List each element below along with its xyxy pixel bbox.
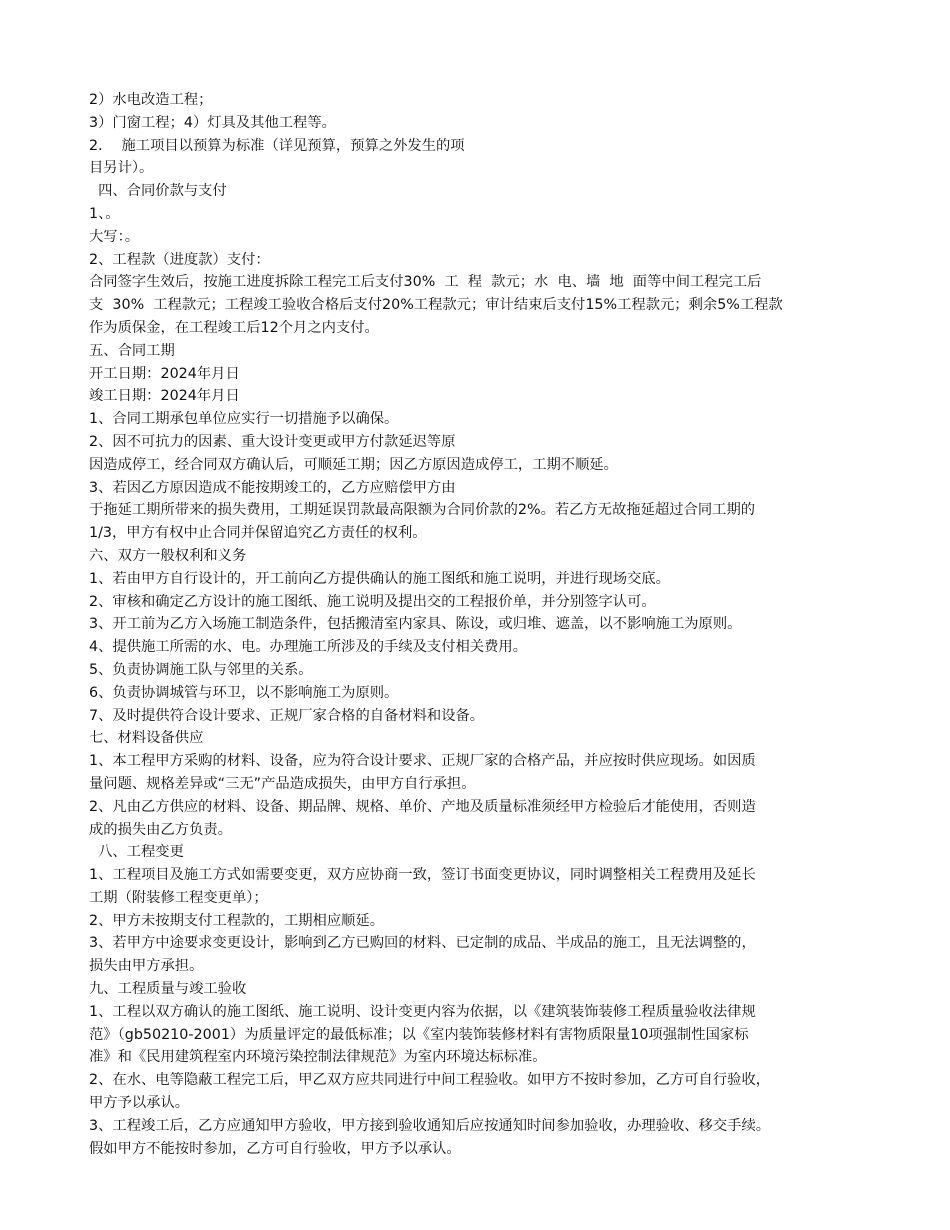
text-line: 1、。 (89, 205, 120, 222)
text-line: 假如甲方不能按时参加，乙方可自行验收，甲方予以承认。 (89, 1140, 461, 1157)
text-line: 2、在水、电等隐蔽工程完工后，甲乙双方应共同进行中间工程验收。如甲方不按时参加，乙方可自行验收， (89, 1072, 771, 1089)
text-line: 甲方予以承认。 (89, 1095, 190, 1112)
text-line: 1/3，甲方有权中止合同并保留追究乙方责任的权利。 (89, 525, 427, 542)
text-line: 2、审核和确定乙方设计的施工图纸、施工说明及提出交的工程报价单，并分别签字认可。 (89, 593, 656, 610)
text-line: 目另计）。 (89, 160, 154, 177)
text-line: 4、提供施工所需的水、电。办理施工所涉及的手续及支付相关费用。 (89, 639, 527, 656)
text-line: 2、凡由乙方供应的材料、设备、期品牌、规格、单价、产地及质量标准须经甲方检验后才能使用，否则造 (89, 798, 756, 815)
text-line: 1、工程以双方确认的施工图纸、施工说明、设计变更内容为依据，以《建筑装饰装修工程质量验收法律规 (89, 1003, 756, 1020)
text-line: 3、若甲方中途要求变更设计，影响到乙方已购回的材料、已定制的成品、半成品的施工，且无法调整的， (89, 935, 756, 952)
text-line: 1、合同工期承包单位应实行一切措施予以确保。 (89, 411, 399, 428)
section-heading: 八、工程变更 (89, 844, 184, 861)
text-line: 合同签字生效后，按施工进度拆除工程完工后支付30% 工 程 款元；水 电、墙 地 面等中间工程完工后 (89, 274, 762, 291)
text-line: 大写：。 (89, 228, 140, 245)
text-line: 1、若由甲方自行设计的，开工前向乙方提供确认的施工图纸和施工说明，并进行现场交底。 (89, 570, 670, 587)
text-line: 于拖延工期所带来的损失费用，工期延误罚款最高限额为合同价款的2%。若乙方无故拖延超过合同工期的 (89, 502, 756, 519)
text-line: 2、因不可抗力的因素、重大设计变更或甲方付款延迟等原 (89, 433, 456, 450)
section-heading: 五、合同工期 (89, 342, 175, 359)
text-line: 量问题、规格差异或“三无”产品造成损失，由甲方自行承担。 (89, 775, 476, 792)
text-line: 因造成停工，经合同双方确认后，可顺延工期；因乙方原因造成停工，工期不顺延。 (89, 456, 618, 473)
text-line: 竣工日期：2024年月日 (89, 388, 240, 405)
text-line: 支 30% 工程款元；工程竣工验收合格后支付20%工程款元；审计结束后支付15%工程款元；剩余5%工程款 (89, 297, 783, 314)
text-line: 3、工程竣工后，乙方应通知甲方验收，甲方接到验收通知后应按通知时间参加验收，办理验收、移交手续。 (89, 1117, 771, 1134)
text-line: 3、若因乙方原因造成不能按期竣工的，乙方应赔偿甲方由 (89, 479, 456, 496)
section-heading: 六、双方一般权利和义务 (89, 547, 247, 564)
text-line: 损失由甲方承担。 (89, 958, 204, 975)
section-heading: 九、工程质量与竣工验收 (89, 981, 247, 998)
text-line: 2． 施工项目以预算为标准（详见预算，预算之外发生的项 (89, 137, 465, 154)
text-line: 3、开工前为乙方入场施工制造条件，包括搬清室内家具、陈设，或归堆、遮盖，以不影响施工为原则。 (89, 616, 742, 633)
text-line: 2、甲方未按期支付工程款的，工期相应顺延。 (89, 912, 385, 929)
text-line: 3）门窗工程；4）灯具及其他工程等。 (89, 114, 336, 131)
text-line: 范》（gb50210-2001）为质量评定的最低标准；以《室内装饰装修材料有害物质限量10项强制性国家标 (89, 1026, 749, 1043)
text-line: 2、工程款（进度款）支付： (89, 251, 270, 268)
text-line: 7、及时提供符合设计要求、正规厂家合格的自备材料和设备。 (89, 707, 485, 724)
text-line: 作为质保金，在工程竣工后12个月之内支付。 (89, 319, 379, 336)
text-line: 开工日期：2024年月日 (89, 365, 240, 382)
text-line: 1、工程项目及施工方式如需要变更，双方应协商一致，签订书面变更协议，同时调整相关工程费用及延长 (89, 867, 756, 884)
text-line: 工期（附装修工程变更单）； (89, 889, 268, 906)
text-line: 5、负责协调施工队与邻里的关系。 (89, 661, 313, 678)
section-heading: 四、合同价款与支付 (89, 183, 227, 200)
text-line: 6、负责协调城管与环卫，以不影响施工为原则。 (89, 684, 399, 701)
document-page (89, 89, 861, 1160)
section-heading: 七、材料设备供应 (89, 730, 204, 747)
text-line: 准》和《民用建筑程室内环境污染控制法律规范》为室内环境达标标准。 (89, 1049, 547, 1066)
text-line: 成的损失由乙方负责。 (89, 821, 232, 838)
text-line: 1、本工程甲方采购的材料、设备，应为符合设计要求、正规厂家的合格产品，并应按时供应现场。如因质 (89, 753, 756, 770)
text-line: 2）水电改造工程； (89, 92, 213, 108)
